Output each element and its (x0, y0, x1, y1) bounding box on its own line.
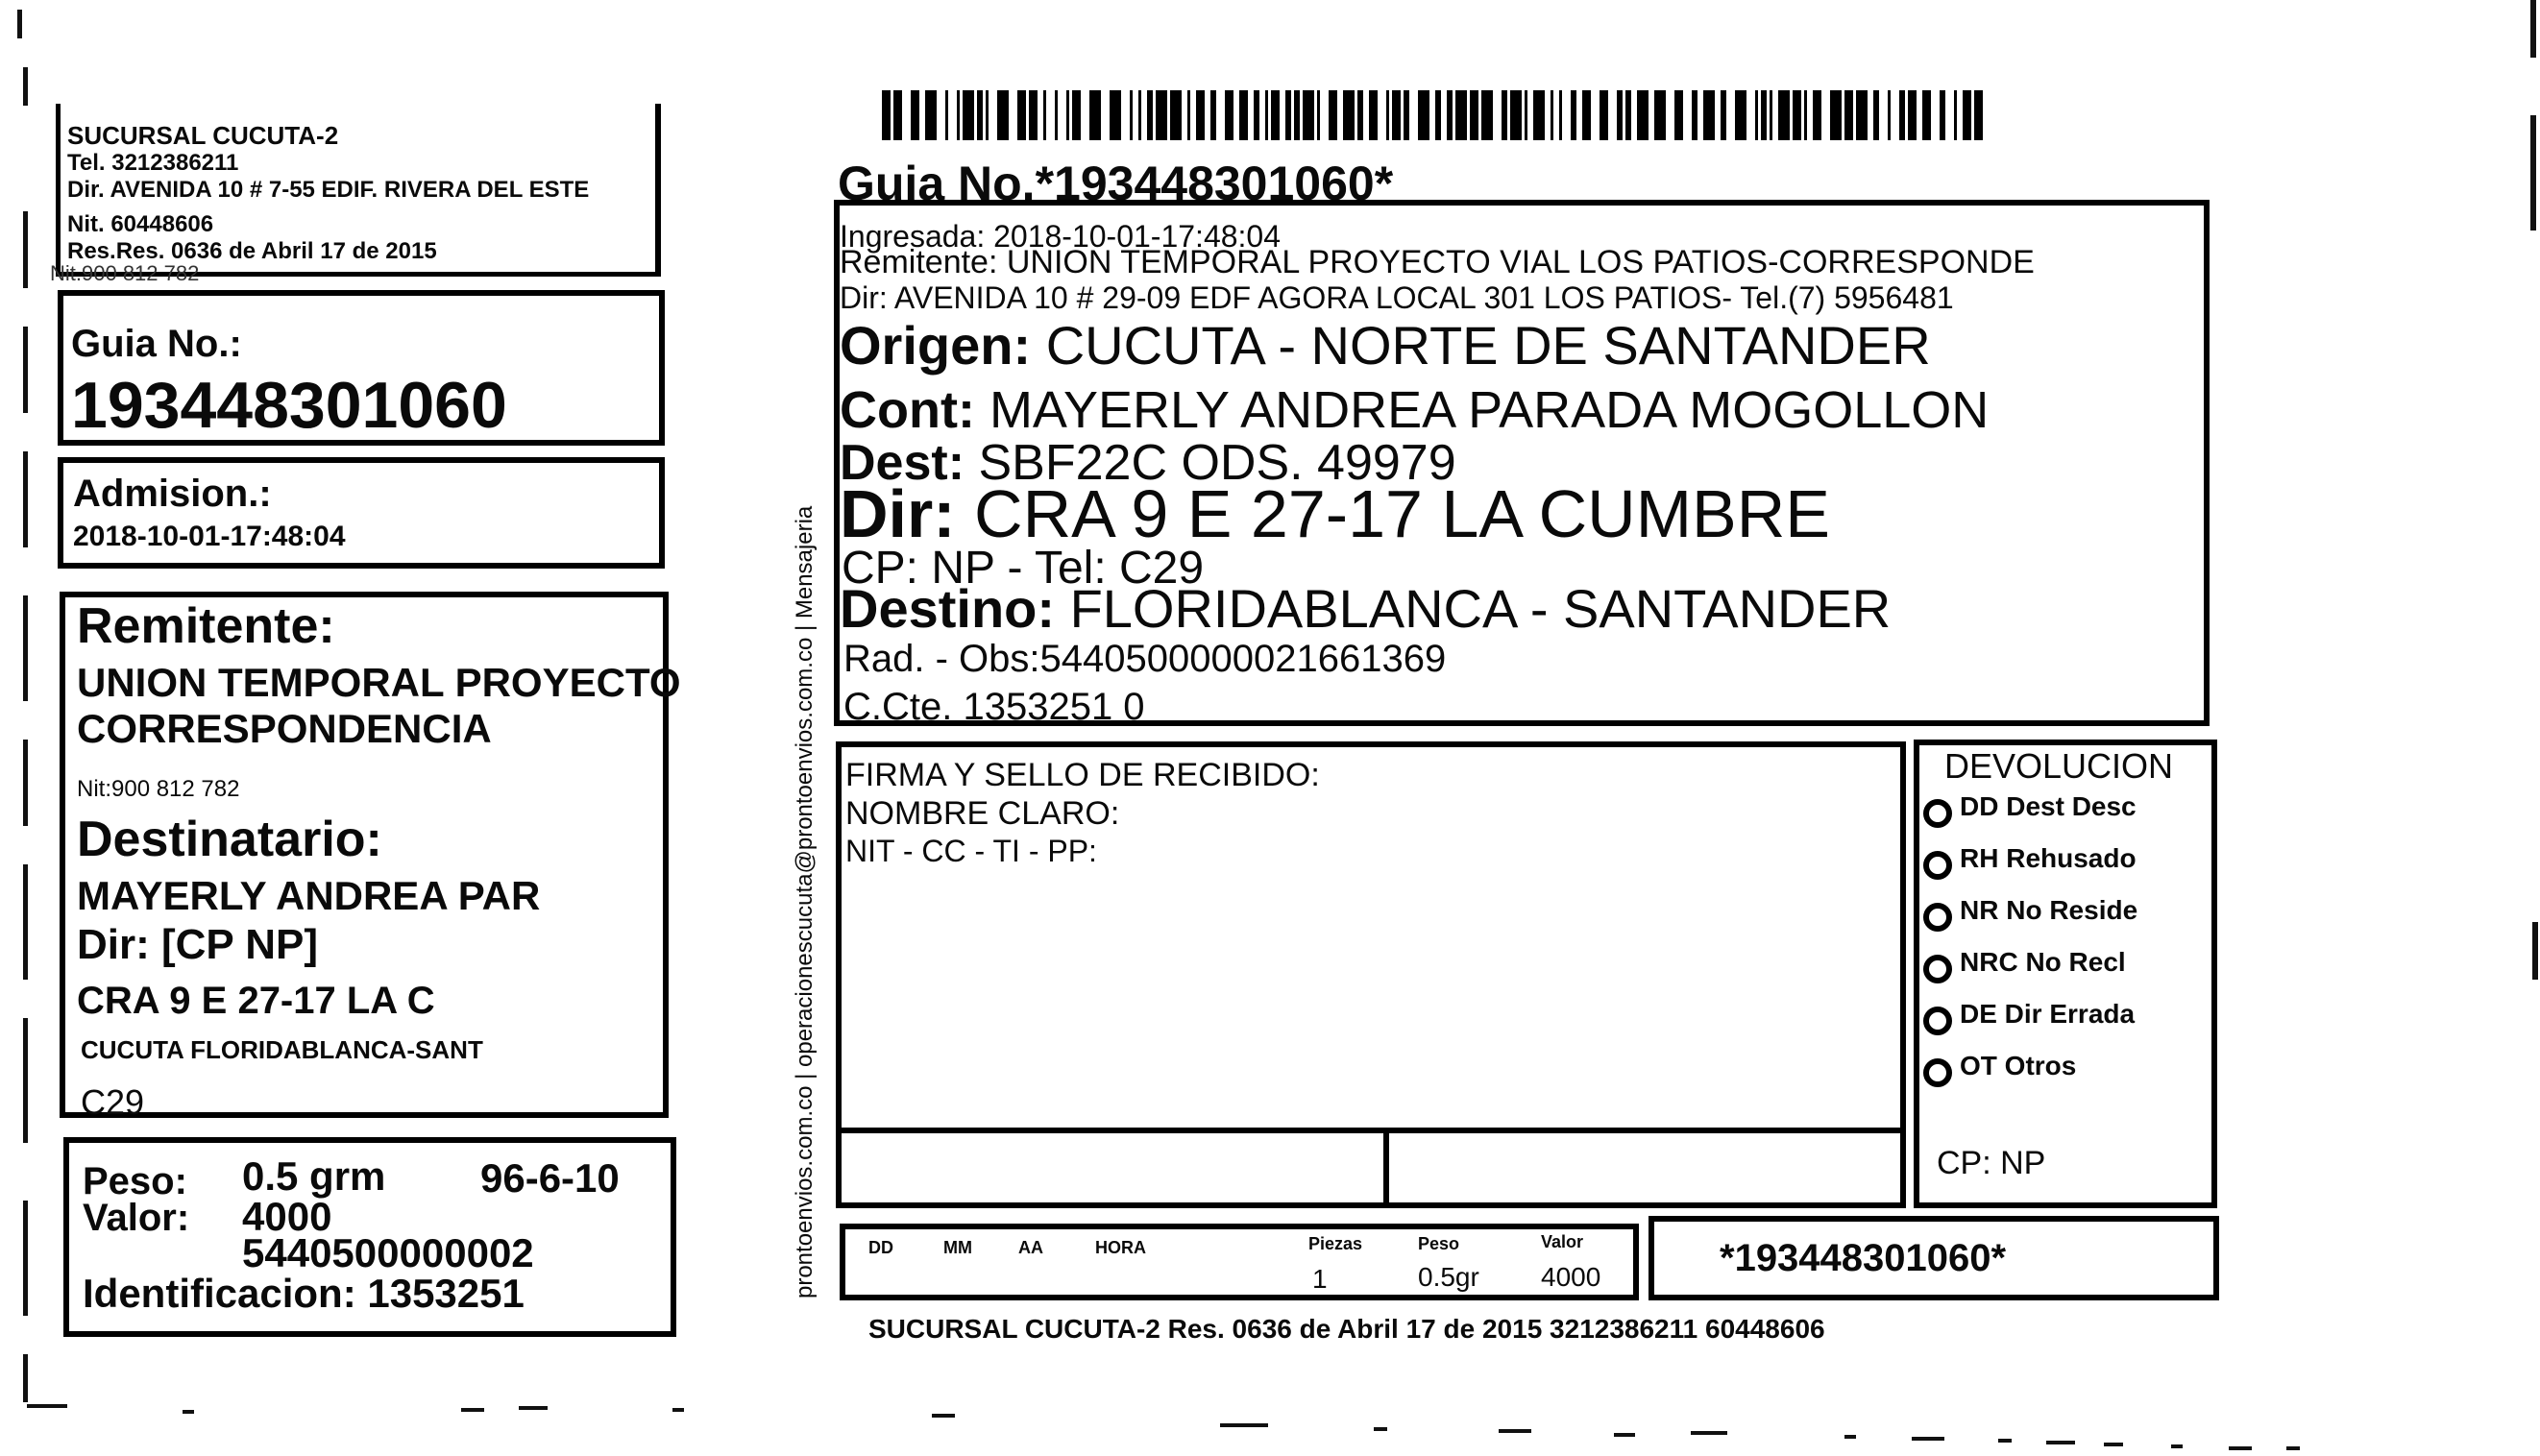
barcode-bar (1735, 90, 1746, 140)
scan-mark (23, 1354, 28, 1402)
barcode-bar (1170, 90, 1182, 140)
valor-label: Valor: (83, 1197, 190, 1239)
hora-header: HORA (1095, 1238, 1146, 1257)
cont-value: MAYERLY ANDREA PARADA MOGOLLON (989, 381, 1990, 439)
scan-mark (23, 740, 28, 826)
piezas-header: Piezas (1308, 1234, 1363, 1253)
dir-line (840, 476, 1830, 551)
signature-split (1383, 1129, 1389, 1202)
identificacion: Identificacion: 1353251 (83, 1271, 525, 1316)
side-contact-text: prontoenvios.com.co | operacionescucuta@prontoenvios.com.co | Mensajeria (792, 505, 818, 1298)
branch-name: SUCURSAL CUCUTA-2 (67, 121, 339, 150)
admision-datetime: 2018-10-01-17:48:04 (73, 521, 346, 552)
scan-mark (1912, 1437, 1944, 1441)
scan-mark (1691, 1431, 1727, 1435)
barcode-bar (1265, 90, 1268, 140)
scan-mark (23, 451, 28, 547)
scan-mark (519, 1406, 548, 1410)
barcode-bar (1617, 90, 1623, 140)
barcode-bar (1029, 90, 1038, 140)
barcode-bar (1778, 90, 1790, 140)
radio-ot[interactable] (1923, 1058, 1952, 1087)
guia-title: Guia No.*193448301060* (838, 157, 1394, 210)
barcode-bar (1317, 90, 1320, 140)
reference-number: 5440500000002 (242, 1230, 534, 1275)
scan-mark (183, 1410, 194, 1414)
remitente-nit: Nit:900 812 782 (77, 776, 240, 802)
radio-nrc[interactable] (1923, 955, 1952, 983)
barcode-bar (1210, 90, 1216, 140)
barcode-bar (1502, 90, 1507, 140)
devolucion-cp: CP: NP (1937, 1145, 2046, 1181)
scan-mark (1499, 1429, 1531, 1433)
scan-mark (23, 327, 28, 413)
piezas-value: 1 (1312, 1264, 1328, 1294)
scan-mark (461, 1408, 484, 1412)
ingresada: Ingresada: 2018-10-01-17:48:04 (840, 219, 1282, 254)
cont-line (840, 381, 1990, 439)
barcode-bar (1963, 90, 1971, 140)
dd-header: DD (868, 1238, 893, 1257)
barcode-bar (997, 90, 1009, 140)
valor-value: 4000 (242, 1194, 332, 1239)
barcode-bar (882, 90, 891, 140)
barcode-bar (1254, 90, 1259, 140)
signature-divider (842, 1128, 1900, 1133)
peso-label: Peso: (83, 1160, 187, 1202)
devolucion-title: DEVOLUCION (1944, 746, 2174, 786)
barcode-bar (1239, 90, 1248, 140)
origen-value: CUCUTA - NORTE DE SANTANDER (1045, 315, 1931, 376)
barcode-bar (893, 90, 902, 140)
footer-line: SUCURSAL CUCUTA-2 Res. 0636 de Abril 17 de 2015 3212386211 60448606 (868, 1314, 1825, 1344)
barcode-bar (1770, 90, 1772, 140)
destinatario-name: MAYERLY ANDREA PAR (77, 873, 541, 918)
peso-value-table: 0.5gr (1418, 1262, 1479, 1292)
scan-mark (17, 10, 22, 38)
barcode-bar (1357, 90, 1363, 140)
barcode-bar (1130, 90, 1133, 140)
branch-nit: Nit. 60448606 (67, 211, 214, 237)
branch-res: Res.Res. 0636 de Abril 17 de 2015 (67, 238, 437, 264)
barcode-bar (1017, 90, 1026, 140)
scan-mark (23, 211, 28, 288)
barcode-bar (1888, 90, 1891, 140)
option-nrc: NRC No Recl (1960, 947, 2126, 977)
barcode-bar (1481, 90, 1493, 140)
barcode-bar (1392, 90, 1401, 140)
radio-de[interactable] (1923, 1007, 1952, 1035)
barcode-bar (1856, 90, 1868, 140)
barcode-bar (925, 90, 937, 140)
destinatario-city: CUCUTA FLORIDABLANCA-SANT (81, 1035, 483, 1064)
barcode-bar (1329, 90, 1337, 140)
barcode-bar (1940, 90, 1945, 140)
barcode-bar (1066, 90, 1069, 140)
cp-tel: CP: NP - Tel: C29 (842, 543, 1205, 594)
delivery-box (840, 1224, 1639, 1300)
scan-mark (1374, 1427, 1387, 1431)
barcode-bar (1761, 90, 1767, 140)
firma-label: FIRMA Y SELLO DE RECIBIDO: (845, 757, 1320, 793)
barcode-bar (1637, 90, 1649, 140)
barcode-bar (1147, 90, 1153, 140)
barcode-bar (1418, 90, 1429, 140)
cuenta-corriente: C.Cte. 1353251 0 (843, 686, 1145, 728)
scan-mark (1844, 1435, 1856, 1439)
id-type-label: NIT - CC - TI - PP: (845, 834, 1097, 868)
barcode-bar (1303, 90, 1314, 140)
remitente-address: Dir: AVENIDA 10 # 29-09 EDF AGORA LOCAL 301 LOS PATIOS- Tel.(7) 5956481 (840, 280, 1954, 315)
scan-mark (1614, 1433, 1635, 1437)
radicado-obs: Rad. - Obs:5440500000021661369 (843, 638, 1447, 680)
barcode-bar (1899, 90, 1905, 140)
barcode-bar (1271, 90, 1280, 140)
barcode-bar (1470, 90, 1478, 140)
barcode-bar (1343, 90, 1355, 140)
remitente-label: Remitente: (77, 598, 335, 654)
barcode-bar (1404, 90, 1409, 140)
barcode-bar (1196, 90, 1205, 140)
branch-nit-overprint: Nit.900 812 782 (50, 261, 200, 285)
scan-mark (23, 1018, 28, 1143)
remitente-line1: UNION TEMPORAL PROYECTO (77, 660, 681, 705)
dest-value: SBF22C ODS. 49979 (978, 435, 1456, 491)
origen-label: Origen: (840, 315, 1032, 376)
origen-line (840, 315, 1931, 376)
option-de: DE Dir Errada (1960, 999, 2136, 1029)
barcode-bar (1703, 90, 1715, 140)
barcode-bar (1110, 90, 1121, 140)
radio-rh[interactable] (1923, 851, 1952, 880)
barcode-bar (1435, 90, 1441, 140)
barcode-bar (1804, 90, 1807, 140)
barcode-bar (1533, 90, 1545, 140)
scan-mark (23, 67, 28, 106)
barcode-bar (1285, 90, 1291, 140)
peso-header: Peso (1418, 1234, 1460, 1253)
scan-mark (672, 1408, 684, 1412)
barcode-bar (1138, 90, 1141, 140)
barcode-bar (1559, 90, 1562, 140)
barcode-bar (1813, 90, 1821, 140)
scan-mark (23, 864, 28, 980)
valor-header: Valor (1541, 1232, 1584, 1251)
scan-mark (2530, 115, 2536, 231)
barcode-bar (1793, 90, 1801, 140)
destinatario-code: C29 (81, 1082, 145, 1122)
barcode-bar (1525, 90, 1527, 140)
barcode-bar (1294, 90, 1300, 140)
barcode-bar (1830, 90, 1842, 140)
barcode-bar (1582, 90, 1591, 140)
destino-value: FLORIDABLANCA - SANTANDER (1069, 578, 1892, 639)
destino-label: Destino: (840, 578, 1055, 639)
scan-mark (2046, 1441, 2075, 1444)
scan-mark (2530, 0, 2536, 58)
barcode-bar (1571, 90, 1576, 140)
barcode-text: *193448301060* (1720, 1237, 2007, 1279)
scan-mark (1998, 1439, 2012, 1443)
mm-header: MM (943, 1238, 972, 1257)
destinatario-address: CRA 9 E 27-17 LA C (77, 980, 435, 1022)
barcode-bar (986, 90, 989, 140)
scan-mark (2229, 1446, 2252, 1450)
cont-label: Cont: (840, 381, 975, 439)
scan-mark (23, 1201, 28, 1316)
scan-mark (932, 1414, 955, 1418)
barcode-bar (1674, 90, 1683, 140)
barcode-bar (1908, 90, 1917, 140)
aa-header: AA (1018, 1238, 1043, 1257)
nombre-label: NOMBRE CLARO: (845, 795, 1120, 832)
scan-mark (2104, 1443, 2123, 1446)
barcode-bar (1625, 90, 1631, 140)
barcode-bar (963, 90, 974, 140)
radio-nr[interactable] (1923, 903, 1952, 932)
valor-value-table: 4000 (1541, 1262, 1601, 1292)
barcode-bar (1187, 90, 1190, 140)
dir-value: CRA 9 E 27-17 LA CUMBRE (974, 476, 1830, 551)
dest-label: Dest: (840, 435, 965, 491)
barcode-bar (1654, 90, 1666, 140)
remitente-line2: CORRESPONDENCIA (77, 706, 492, 751)
scan-mark (2532, 922, 2538, 980)
scan-mark (23, 595, 28, 701)
dir-label: Dir: (840, 476, 956, 551)
barcode-bar (1721, 90, 1726, 140)
peso-dimensions: 96-6-10 (480, 1155, 620, 1201)
barcode-bar (1922, 90, 1931, 140)
barcode-bar (1692, 90, 1697, 140)
barcode (882, 90, 1985, 140)
radio-dd[interactable] (1923, 799, 1952, 828)
scan-mark (2171, 1444, 2183, 1448)
barcode-bar (1873, 90, 1879, 140)
barcode-bar (1156, 90, 1167, 140)
destinatario-dir: Dir: [CP NP] (77, 921, 318, 968)
scan-mark (27, 1404, 67, 1408)
barcode-bar (1089, 90, 1101, 140)
barcode-bar (1755, 90, 1758, 140)
barcode-bar (957, 90, 960, 140)
option-ot: OT Otros (1960, 1051, 2077, 1080)
option-rh: RH Rehusado (1960, 843, 2137, 873)
barcode-bar (1055, 90, 1058, 140)
admision-label: Admision.: (73, 473, 272, 515)
branch-tel: Tel. 3212386211 (67, 150, 239, 176)
barcode-bar (977, 90, 983, 140)
barcode-bar (1072, 90, 1081, 140)
destinatario-label: Destinatario: (77, 812, 382, 867)
barcode-bar (1974, 90, 1983, 140)
barcode-bar (1954, 90, 1957, 140)
barcode-bar (1455, 90, 1467, 140)
barcode-bar (1225, 90, 1233, 140)
barcode-bar (1551, 90, 1553, 140)
barcode-bar (1386, 90, 1389, 140)
remitente-full: Remitente: UNION TEMPORAL PROYECTO VIAL LOS PATIOS-CORRESPONDE (840, 244, 2035, 280)
barcode-bar (1043, 90, 1046, 140)
destino-line (840, 578, 1892, 639)
peso-value: 0.5 grm (242, 1153, 386, 1199)
barcode-bar (1369, 90, 1378, 140)
barcode-bar (1600, 90, 1608, 140)
option-dd: DD Dest Desc (1960, 791, 2137, 821)
branch-dir: Dir. AVENIDA 10 # 7-55 EDIF. RIVERA DEL ESTE (67, 177, 590, 203)
scan-mark (2286, 1446, 2300, 1450)
scan-mark (1220, 1423, 1268, 1427)
guia-label: Guia No.: (71, 323, 242, 365)
barcode-bar (1510, 90, 1522, 140)
barcode-bar (945, 90, 948, 140)
barcode-bar (1447, 90, 1453, 140)
guia-number: 193448301060 (71, 369, 507, 442)
barcode-bar (911, 90, 919, 140)
barcode-bar (1844, 90, 1853, 140)
option-nr: NR No Reside (1960, 895, 2138, 925)
